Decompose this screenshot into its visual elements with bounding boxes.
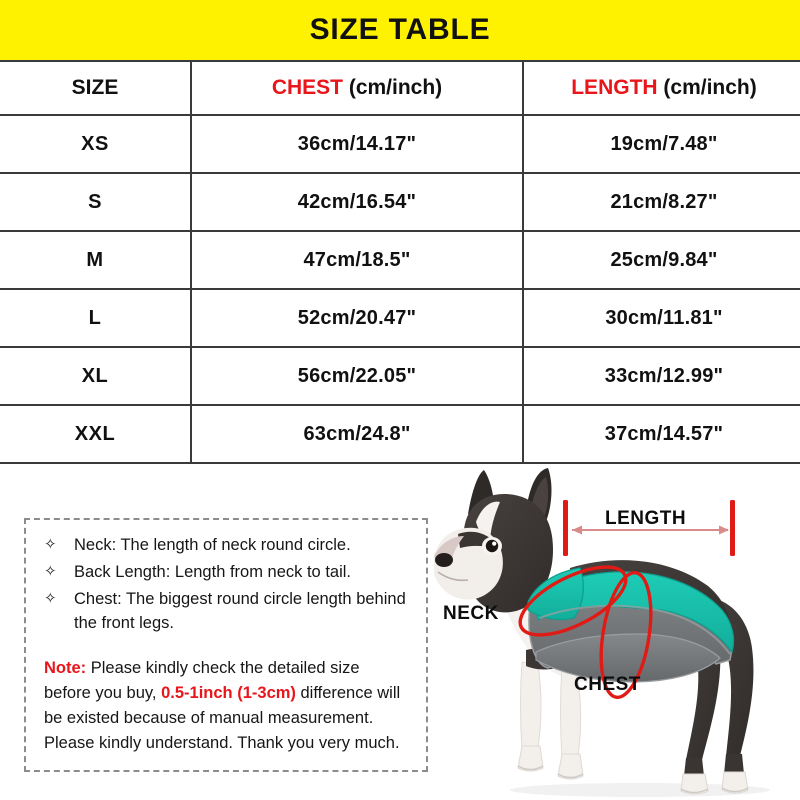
length-marker-right bbox=[730, 500, 735, 556]
header-cell-size bbox=[0, 61, 191, 115]
length-marker-left bbox=[563, 500, 568, 556]
title-banner bbox=[0, 0, 800, 60]
label-length: LENGTH bbox=[605, 508, 687, 529]
cell-size: M bbox=[0, 231, 191, 289]
header-cell-chest bbox=[191, 61, 523, 115]
cell-chest: 52cm/20.47" bbox=[191, 289, 523, 347]
note-emphasis: 0.5-1inch (1-3cm) bbox=[161, 683, 296, 702]
bullet-text: Neck: The length of neck round circle. bbox=[74, 536, 351, 554]
label-neck: NECK bbox=[443, 603, 499, 624]
table-header-row bbox=[0, 61, 800, 115]
note-paragraph bbox=[38, 656, 414, 756]
cell-chest: 42cm/16.54" bbox=[191, 173, 523, 231]
list-item bbox=[38, 534, 414, 558]
table-row bbox=[0, 231, 800, 289]
cell-length: 25cm/9.84" bbox=[523, 231, 800, 289]
cell-chest: 47cm/18.5" bbox=[191, 231, 523, 289]
header-unit-length: (cm/inch) bbox=[657, 76, 757, 99]
cell-length: 30cm/11.81" bbox=[523, 289, 800, 347]
bullet-text: Back Length: Length from neck to tail. bbox=[74, 562, 351, 581]
table-row bbox=[0, 115, 800, 173]
cell-chest: 36cm/14.17" bbox=[191, 115, 523, 173]
header-cell-length bbox=[523, 61, 800, 115]
table-row bbox=[0, 405, 800, 463]
size-table bbox=[0, 60, 800, 464]
header-accent-length: LENGTH bbox=[571, 76, 658, 99]
label-chest: CHEST bbox=[574, 674, 641, 695]
cell-length: 21cm/8.27" bbox=[523, 173, 800, 231]
cell-length: 33cm/12.99" bbox=[523, 347, 800, 405]
cell-size: L bbox=[0, 289, 191, 347]
dog-nose bbox=[435, 553, 453, 567]
cell-chest: 63cm/24.8" bbox=[191, 405, 523, 463]
cell-size: XS bbox=[0, 115, 191, 173]
diamond-star-icon: ✧ bbox=[44, 562, 57, 580]
note-text-part2: difference will be existed because of manual measurement. Please kindly understand. Thank you very much. bbox=[44, 683, 401, 752]
cell-size: S bbox=[0, 173, 191, 231]
table-row bbox=[0, 347, 800, 405]
bullet-text: Chest: The biggest round circle length behind the front legs. bbox=[74, 589, 406, 632]
list-item bbox=[38, 588, 414, 636]
cell-length: 37cm/14.57" bbox=[523, 405, 800, 463]
diamond-star-icon: ✧ bbox=[44, 536, 57, 553]
table-row bbox=[0, 289, 800, 347]
cell-size: XL bbox=[0, 347, 191, 405]
header-accent-chest: CHEST bbox=[271, 76, 343, 99]
page-title: SIZE TABLE bbox=[309, 13, 491, 46]
cell-chest: 56cm/22.05" bbox=[191, 347, 523, 405]
measurement-notes-box bbox=[24, 518, 428, 772]
header-unit-chest: (cm/inch) bbox=[343, 76, 443, 99]
cell-length: 19cm/7.48" bbox=[523, 115, 800, 173]
table-row bbox=[0, 173, 800, 231]
note-text-part1: Please kindly check the detailed size before you buy, bbox=[44, 658, 360, 702]
cell-size: XXL bbox=[0, 405, 191, 463]
measurement-bullet-list bbox=[38, 534, 414, 636]
list-item bbox=[38, 561, 414, 585]
size-table-body bbox=[0, 61, 800, 463]
note-label: Note: bbox=[44, 658, 87, 677]
header-label-size: SIZE bbox=[71, 76, 119, 99]
diamond-star-icon: ✧ bbox=[44, 589, 57, 607]
